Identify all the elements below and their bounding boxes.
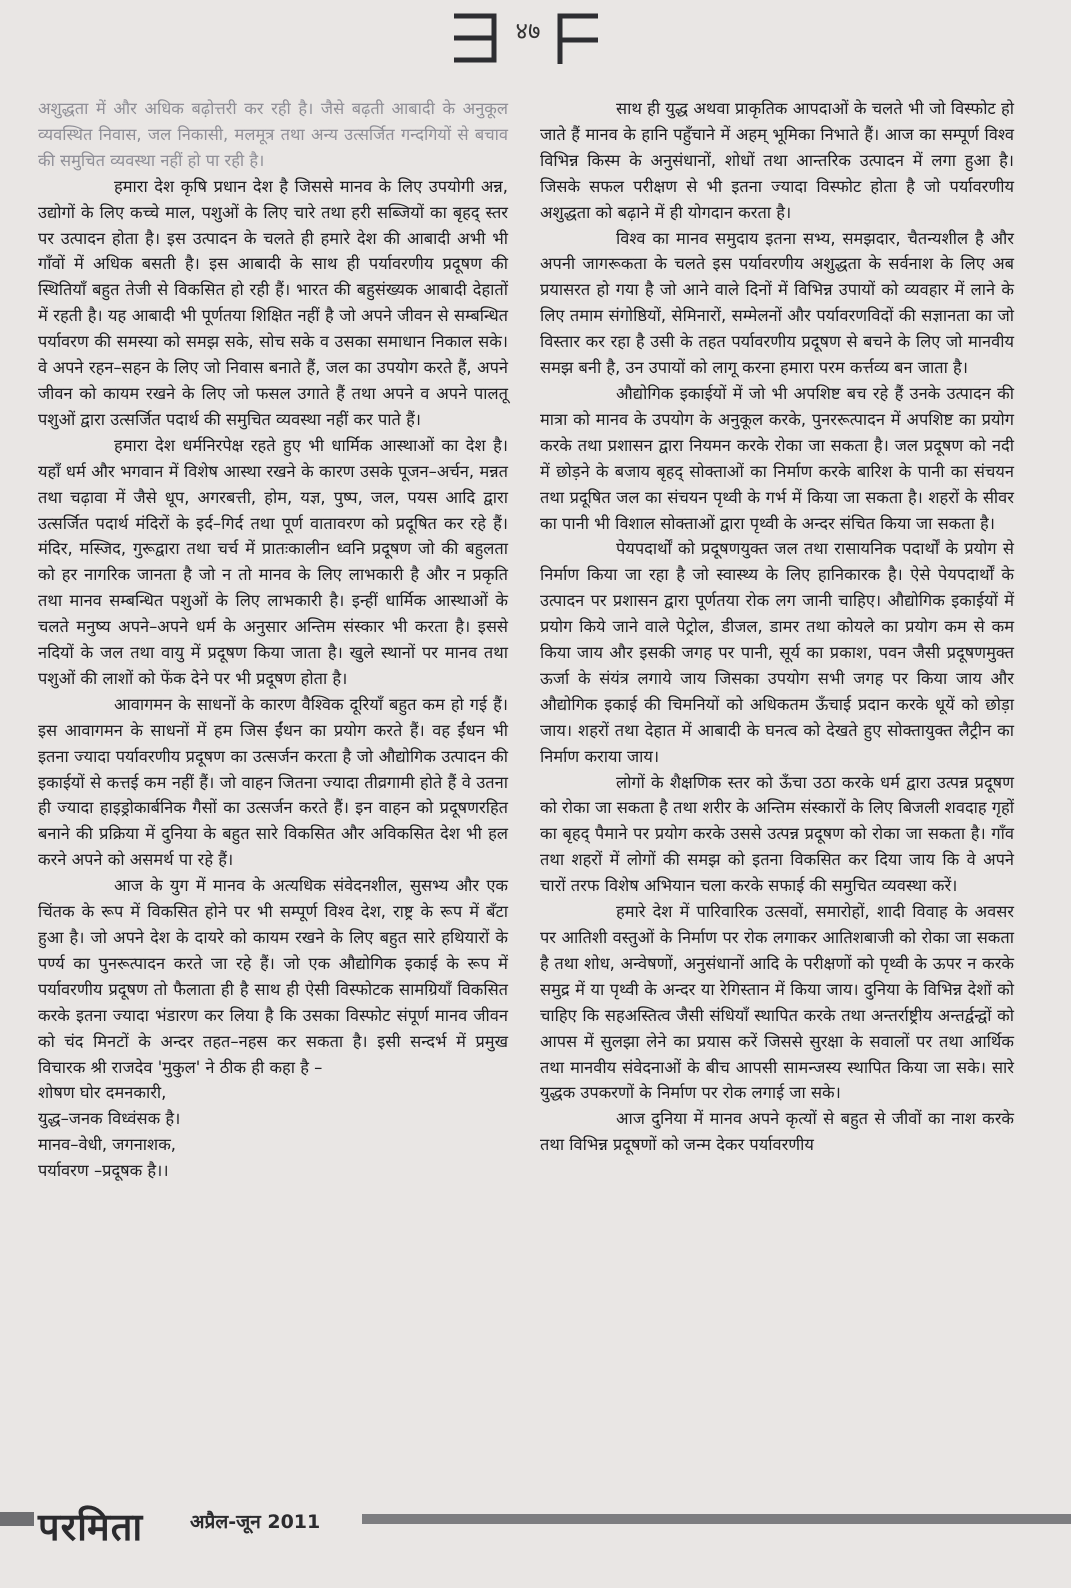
verse-line: शोषण घोर दमनकारी, xyxy=(38,1083,167,1103)
paragraph: हमारा देश धर्मनिरपेक्ष रहते हुए भी धार्मिक आस्थाओं का देश है। यहाँ धर्म और भगवान में विशेष आस्था रखने के कारण उसके पूजन–अर्चन, मन्नत तथा चढ़ावा में जैसे धूप, अगरबत्ती, होम, यज्ञ, पुष्प, जल, पयस आदि द्वारा उत्सर्जित पदार्थ मंदिरों के इर्द–गिर्द तथा पूर्ण वातावरण को प्रदूषित कर रहे हैं। मंदिर, मस्जिद, गुरूद्वारा तथा चर्च में प्रातःकालीन ध्वनि प्रदूषण जो की बहुलता को हर नागरिक जानता है जो न तो मानव के लिए लाभकारी है और न प्रकृति तथा मानव सम्बन्धित पशुओं के लिए लाभकारी है। इन्हीं धार्मिक आस्थाओं के चलते मनुष्य अपने–अपने धर्म के अनुसार अन्तिम संस्कार भी करता है। इससे नदियों के जल तथा वायु में प्रदूषण किया जाता है। खुले स्थानों पर मानव तथा पशुओं की लाशों को फेंक देने पर भी प्रदूषण होता है। xyxy=(38,435,508,688)
page-footer xyxy=(0,1500,1071,1560)
paragraph: साथ ही युद्ध अथवा प्राकृतिक आपदाओं के चलते भी जो विस्फोट हो जाते हैं मानव के हानि पहुँचाने में अहम् भूमिका निभाते हैं। आज का सम्पूर्ण विश्व विभिन्न किस्म के अनुसंधानों, शोधों तथा आन्तरिक उत्पादन में लगा हुआ है। जिसके सफल परीक्षण से भी इतना ज्यादा विस्फोट होता है जो पर्यावरणीय अशुद्धता को बढ़ाने में ही योगदान करता है। xyxy=(540,99,1014,222)
paragraph: आवागमन के साधनों के कारण वैश्विक दूरियाँ बहुत कम हो गई हैं। इस आवागमन के साधनों में हम जिस ईंधन का प्रयोग करते हैं। वह ईंधन भी इतना ज्यादा पर्यावरणीय प्रदूषण का उत्सर्जन करता है जो औद्योगिक उत्पादन की इकाईयों से कत्तई कम नहीं हैं। जो वाहन जितना ज्यादा तीव्रगामी होते हैं वे उतना ही ज्यादा हाइड्रोकार्बनिक गैसों का उत्सर्जन करते हैं। इन वाहन को प्रदूषणरहित बनाने की प्रक्रिया में दुनिया के बहुत सारे विकसित और अविकसित देश भी हल करने अपने को असमर्थ पा रहे हैं। xyxy=(38,694,508,870)
paragraph: आज के युग में मानव के अत्यधिक संवेदनशील, सुसभ्य और एक चिंतक के रूप में विकसित होने पर भी सम्पूर्ण विश्व देश, राष्ट्र के रूप में बँटा हुआ है। जो अपने देश के दायरे को कायम रखने के लिए बहुत सारे हथियारों के पर्ण्य का पुनरूत्पादन करते जा रहे हैं। जो एक औद्योगिक इकाई के रूप में पर्यावरणीय प्रदूषण तो फैलाता ही है साथ ही ऐसी विस्फोटक सामग्रियाँ विकसित करके इतना ज्यादा भंडारण कर लिया है कि उसका विस्फोट संपूर्ण मानव जीवन को चंद मिनटों के अन्दर तहत–नहस कर सकता है। इसी सन्दर्भ में प्रमुख विचारक श्री राजदेव 'मुकुल' ने ठीक ही कहा है – xyxy=(38,876,508,1077)
page-header xyxy=(0,6,1071,68)
paragraph: औद्योगिक इकाईयों में जो भी अपशिष्ट बच रहे हैं उनके उत्पादन की मात्रा को मानव के उपयोग के अनुकूल करके, पुनररूत्पादन में अपशिष्ट का प्रयोग करके तथा प्रशासन द्वारा नियमन करके रोका जा सकता है। जल प्रदूषण को नदी में छोड़ने के बजाय बृहद् सोक्ताओं का निर्माण करके बारिश के पानी का संचयन तथा प्रदूषित जल का संचयन पृथ्वी के गर्भ में किया जा सकता है। शहरों के सीवर का पानी भी विशाल सोक्ताओं द्वारा पृथ्वी के अन्दर संचित किया जा सकता है। xyxy=(540,383,1014,533)
paragraph: हमारा देश कृषि प्रधान देश है जिससे मानव के लिए उपयोगी अन्न, उद्योगों के लिए कच्चे माल, पशुओं के लिए चारे तथा हरी सब्जियों का बृहद् स्तर पर उत्पादन होता है। इस उत्पादन के चलते ही हमारे देश की आबादी अभी भी गाँवों में अधिक बसती है। इस आबादी के साथ ही पर्यावरणीय प्रदूषण की स्थितियाँ बहुत तेजी से विकसित हो रही हैं। भारत की बहुसंख्यक आबादी देहातों में रहती है। यह आबादी भी पूर्णतया शिक्षित नहीं है जो अपने जीवन से सम्बन्धित पर्यावरण की समस्या को समझ सके, सोच सके व उसका समाधान निकाल सके। वे अपने रहन–सहन के लिए जो निवास बनाते हैं, जल का उपयोग करते हैं, अपने जीवन को कायम रखने के लिए जो फसल उगाते हैं तथा अपने व अपने पालतू पशुओं द्वारा उत्सर्जित पदार्थ की समुचित व्यवस्था नहीं कर पाते हैं। xyxy=(38,176,508,429)
page-number: ४७ xyxy=(515,17,541,45)
footer-divider xyxy=(362,1514,1071,1524)
verse-line: पर्यावरण –प्रदूषक है।। xyxy=(38,1161,169,1181)
right-column xyxy=(540,96,1014,1158)
footer-divider xyxy=(0,1512,34,1526)
paragraph: अशुद्धता में और अधिक बढ़ोत्तरी कर रही है। जैसे बढ़ती आबादी के अनुकूल व्यवस्थित निवास, जल निकासी, मलमूत्र तथा अन्य उत्सर्जित गन्दगियों से बचाव की समुचित व्यवस्था नहीं हो पा रही है। xyxy=(38,99,508,170)
paragraph: पेयपदार्थों को प्रदूषणयुक्त जल तथा रासायनिक पदार्थों के प्रयोग से निर्माण किया जा रहा है जो स्वास्थ्य के लिए हानिकारक है। ऐसे पेयपदार्थों के उत्पादन पर प्रशासन द्वारा पूर्णतया रोक लग जानी चाहिए। औद्योगिक इकाईयों में प्रयोग किये जाने वाले पेट्रोल, डीजल, डामर तथा कोयले का प्रयोग कम से कम किया जाय और इसकी जगह पर पानी, सूर्य का प्रकाश, पवन जैसी प्रदूषणमुक्त ऊर्जा के संयंत्र लगाये जाय जिसका उपयोग सभी जगह पर किया जाय और औद्योगिक इकाई की चिमनियों को अधिकतम ऊँचाई प्रदान करके धूयें को छोड़ा जाय। शहरों तथा देहात में आबादी के घनत्व को देखते हुए सोक्तायुक्त लैट्रीन का निर्माण कराया जाय। xyxy=(540,539,1014,766)
paragraph: हमारे देश में पारिवारिक उत्सवों, समारोहों, शादी विवाह के अवसर पर आतिशी वस्तुओं के निर्माण पर रोक लगाकर आतिशबाजी को रोका जा सकता है तथा शोध, अन्वेषणों, अनुसंधानों आदि के परीक्षणों को पृथ्वी के ऊपर न करके समुद्र में या पृथ्वी के अन्दर या रेगिस्तान में किया जाय। दुनिया के विभिन्न देशों को चाहिए कि सहअस्तित्व जैसी संधियाँ स्थापित करके तथा अन्तर्राष्ट्रीय अन्तर्द्वन्द्वों को आपस में सुलझा लेने का प्रयास करें जिससे सुरक्षा के सवालों पर तथा आर्थिक तथा मानवीय संवेदनाओं के बीच आपसी सामन्जस्य स्थापित किया जा सके। सारे युद्धक उपकरणों के निर्माण पर रोक लगाई जा सके। xyxy=(540,902,1014,1103)
left-column xyxy=(38,96,508,1184)
right-ornament-icon xyxy=(552,6,602,68)
magazine-name: परमिता xyxy=(38,1505,144,1549)
paragraph: लोगों के शैक्षणिक स्तर को ऊँचा उठा करके धर्म द्वारा उत्पन्न प्रदूषण को रोका जा सकता है तथा शरीर के अन्तिम संस्कारों के लिए बिजली शवदाह गृहों का बृहद् पैमाने पर प्रयोग करके उससे उत्पन्न प्रदूषण को रोका जा सकता है। गाँव तथा शहरों में लोगों की समझ को इतना विकसित कर दिया जाय कि वे अपने चारों तरफ विशेष अभियान चला करके सफाई की समुचित व्यवस्था करें। xyxy=(540,772,1014,896)
verse-line: युद्ध–जनक विध्वंसक है। xyxy=(38,1109,181,1129)
issue-date: अप्रैल-जून 2011 xyxy=(190,1511,321,1533)
verse-line: मानव–वेधी, जगनाशक, xyxy=(38,1135,176,1155)
paragraph: विश्व का मानव समुदाय इतना सभ्य, समझदार, चैतन्यशील है और अपनी जागरूकता के चलते इस पर्यावरणीय अशुद्धता के सर्वनाश के लिए अब प्रयासरत हो गया है जो आने वाले दिनों में विभिन्न उपायों को व्यवहार में लाने के लिए तमाम संगोष्ठियों, सेमिनारों, सम्मेलनों और पर्यावरणविदों की सज्ञानता का जो विस्तार कर रहा है उसी के तहत पर्यावरणीय प्रदूषण से बचने के लिए जो मानवीय समझ बनी है, उन उपायों को लागू करना हमारा परम कर्त्तव्य बन जाता है। xyxy=(540,228,1014,378)
left-ornament-icon xyxy=(450,6,500,68)
paragraph: आज दुनिया में मानव अपने कृत्यों से बहुत से जीवों का नाश करके तथा विभिन्न प्रदूषणों को जन्म देकर पर्यावरणीय xyxy=(540,1109,1014,1155)
